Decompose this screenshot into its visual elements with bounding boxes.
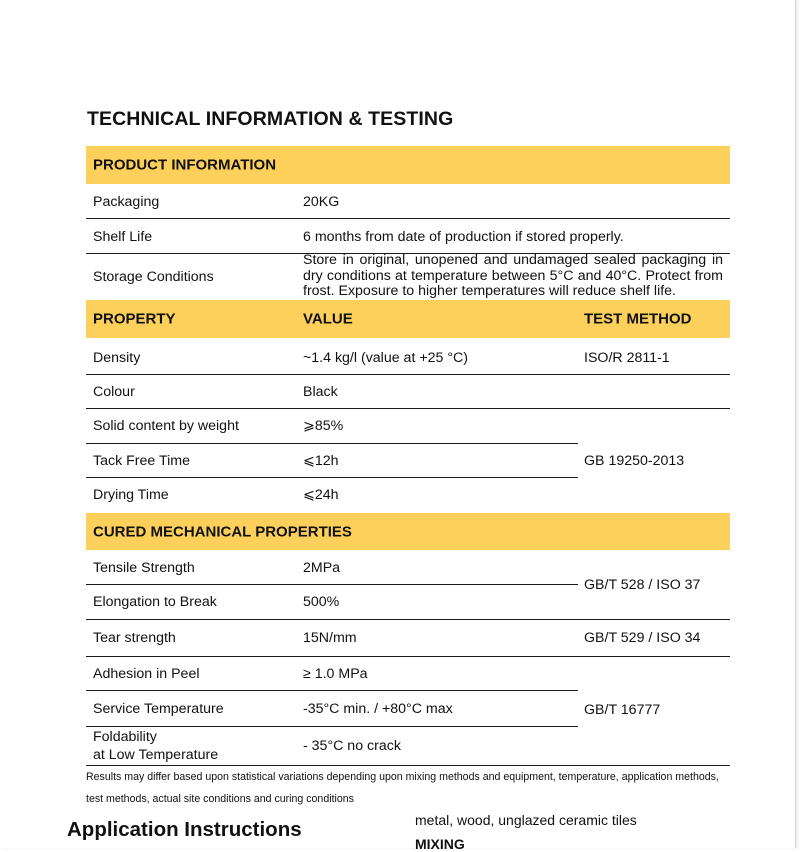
cured-header-label: CURED MECHANICAL PROPERTIES — [93, 523, 352, 540]
property-header — [86, 300, 730, 338]
row-value: ⩾85% — [303, 418, 344, 434]
row-value: 6 months from date of production if stored properly. — [303, 228, 624, 245]
property-header-col2: VALUE — [303, 310, 353, 328]
table-row — [86, 657, 730, 691]
table-row — [86, 409, 730, 443]
row-value: - 35°C no crack — [303, 738, 401, 754]
row-method: GB/T 528 / ISO 37 — [584, 577, 701, 593]
method-cell — [86, 693, 730, 727]
footnote-line-2: test methods, actual site conditions and curing conditions — [86, 793, 354, 805]
row-label: Colour — [93, 383, 135, 400]
table-row — [86, 375, 730, 408]
method-cell — [86, 568, 730, 602]
row-label: Solid content by weight — [93, 418, 239, 434]
row-label: Drying Time — [93, 487, 169, 503]
row-label: Tensile Strength — [93, 559, 195, 576]
table-row — [86, 340, 730, 375]
product-info-header — [86, 146, 730, 184]
row-value: 15N/mm — [303, 630, 357, 646]
property-header-col3: TEST METHOD — [584, 310, 692, 328]
row-value: ⩽12h — [303, 453, 339, 469]
row-method: GB/T 16777 — [584, 702, 661, 718]
row-label: Density — [93, 349, 141, 366]
row-label: Tear strength — [93, 630, 176, 646]
footnote-line-1: Results may differ based upon statistical variations depending upon mixing methods and equipment, temperature, application methods, — [86, 771, 719, 783]
row-label: Service Temperature — [93, 700, 224, 717]
row-label: Shelf Life — [93, 228, 153, 245]
table-row — [86, 478, 730, 512]
row-value: Black — [303, 383, 338, 400]
foldability-label-line2: at Low Temperature — [93, 747, 219, 763]
foldability-label-line1: Foldability — [93, 729, 157, 745]
row-method: ISO/R 2811-1 — [584, 349, 670, 366]
row-value: 20KG — [303, 193, 340, 210]
application-instructions-heading: Application Instructions — [67, 818, 302, 841]
table-row — [86, 728, 730, 764]
row-label: Adhesion in Peel — [93, 666, 200, 682]
table-row — [86, 444, 730, 478]
row-value: ~1.4 kg/l (value at +25 °C) — [303, 349, 468, 366]
mixing-heading: MIXING — [415, 836, 465, 852]
substrate-text: metal, wood, unglazed ceramic tiles — [415, 812, 637, 828]
row-value: -35°C min. / +80°C max — [303, 700, 453, 717]
product-info-header-label: PRODUCT INFORMATION — [93, 156, 277, 174]
cured-header — [86, 513, 730, 550]
table-row — [86, 184, 730, 219]
row-method: GB 19250-2013 — [584, 453, 685, 469]
row-label: Storage Conditions — [93, 268, 214, 285]
row-method: GB/T 529 / ISO 34 — [584, 630, 701, 646]
row-label: Packaging — [93, 193, 160, 210]
row-divider — [86, 726, 578, 727]
row-value: 2MPa — [303, 559, 341, 576]
row-label: Elongation to Break — [93, 594, 217, 610]
table-row — [86, 620, 730, 656]
table-row — [86, 219, 730, 254]
row-value: 500% — [303, 594, 340, 610]
page-title: TECHNICAL INFORMATION & TESTING — [87, 108, 454, 130]
row-label: Tack Free Time — [93, 453, 190, 469]
row-value: ≥ 1.0 MPa — [303, 666, 368, 682]
property-header-col1: PROPERTY — [93, 310, 176, 328]
storage-conditions-value: Store in original, unopened and undamaged sealed packaging in dry conditions at temperature between 5°C and 40°C. Protect from frost. Exposure to higher temperatures will reduce shelf life. — [303, 252, 723, 300]
row-value: ⩽24h — [303, 487, 339, 503]
